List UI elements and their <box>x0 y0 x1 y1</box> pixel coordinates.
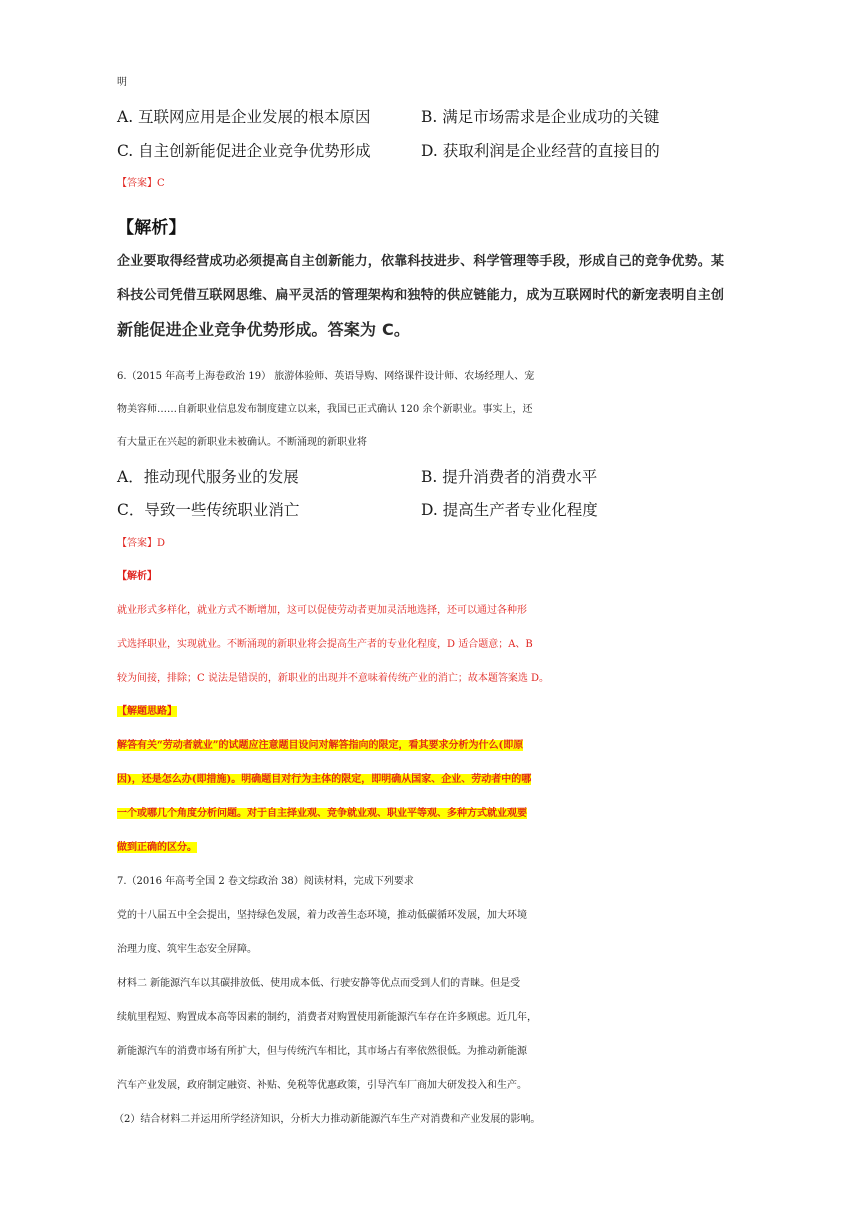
q5-stem-tail: 明 <box>117 77 127 88</box>
q6-tips-row <box>117 838 747 858</box>
q6-stem-line: 有大量正在兴起的新职业未被确认。不断涌现的新职业将 <box>117 437 367 448</box>
q6-tips-heading: 【解题思路】 <box>117 706 177 717</box>
q6-stem-line: 6.（2015 年高考上海卷政治 19） 旅游体验师、英语导购、网络课件设计师、农场经理人、宠 <box>117 371 535 382</box>
q6-option-c: C．导致一些传统职业消亡 <box>117 501 300 519</box>
q6-tips-row <box>117 804 747 824</box>
q6-answer: 【答案】D <box>117 538 166 549</box>
q7-stem: 7.（2016 年高考全国 2 卷文综政治 38）阅读材料，完成下列要求 <box>117 876 414 887</box>
q7-question: （2）结合材料二并运用所学经济知识，分析大力推动新能源汽车生产对消费和产业发展的影响。 <box>114 1114 541 1125</box>
q7-material-line: 汽车产业发展，政府制定融资、补贴、免税等优惠政策，引导汽车厂商加大研发投入和生产。 <box>117 1080 527 1091</box>
q7-paragraph-line: 治理力度、筑牢生态安全屏障。 <box>117 944 257 955</box>
q7-material-line: 新能源汽车的消费市场有所扩大，但与传统汽车相比，其市场占有率依然很低。为推动新能源 <box>117 1046 527 1057</box>
q6-analysis-line: 就业形式多样化，就业方式不断增加，这可以促使劳动者更加灵活地选择，还可以通过各种形 <box>117 605 527 616</box>
q6-tips-line: 解答有关“劳动者就业”的试题应注意题目设问对解答指向的限定，看其要求分析为什么(即原 <box>117 740 524 751</box>
q5-analysis-line: 科技公司凭借互联网思维、扁平灵活的管理架构和独特的供应链能力，成为互联网时代的新宠表明自主创 <box>117 288 725 303</box>
q7-material-line: 材料二 新能源汽车以其碳排放低、使用成本低、行驶安静等优点而受到人们的青睐。但是受 <box>117 978 521 989</box>
q6-analysis-line: 式选择职业，实现就业。不断涌现的新职业将会提高生产者的专业化程度，D 适合题意；A、B <box>117 639 533 650</box>
q5-analysis-line: 企业要取得经营成功必须提高自主创新能力，依靠科技进步、科学管理等手段，形成自己的竞争优势。某 <box>117 254 725 269</box>
q7-material-line: 续航里程短、购置成本高等因素的制约，消费者对购置使用新能源汽车存在许多顾虑。近几年， <box>117 1012 537 1023</box>
q6-tips-row <box>117 770 747 790</box>
q6-tips-row <box>117 736 747 756</box>
q7-paragraph-line: 党的十八届五中全会提出，坚持绿色发展，着力改善生态环境，推动低碳循环发展，加大环境 <box>117 910 527 921</box>
q6-option-d: D. 提高生产者专业化程度 <box>421 501 598 519</box>
q6-tips-line: 一个或哪几个角度分析问题。对于自主择业观、竞争就业观、职业平等观、多种方式就业观要 <box>117 808 527 819</box>
q6-stem-line: 物美容师……自新职业信息发布制度建立以来，我国已正式确认 120 余个新职业。事实上，还 <box>117 404 533 415</box>
q5-option-c: C. 自主创新能促进企业竞争优势形成 <box>117 142 371 160</box>
q6-analysis-heading: 【解析】 <box>117 571 157 582</box>
q6-analysis-line: 较为间接，排除；C 说法是错误的，新职业的出现并不意味着传统产业的消亡；故本题答案选 D。 <box>117 673 550 684</box>
q5-analysis-line: 新能促进企业竞争优势形成。答案为 C。 <box>117 320 411 339</box>
q5-answer: 【答案】C <box>117 178 165 189</box>
q5-analysis-heading: 【解析】 <box>117 218 186 238</box>
q6-option-a: A．推动现代服务业的发展 <box>117 468 299 486</box>
q5-option-b: B. 满足市场需求是企业成功的关键 <box>421 108 660 126</box>
q5-option-d: D. 获取利润是企业经营的直接目的 <box>421 142 660 160</box>
q6-tips-heading-row <box>117 702 747 722</box>
q6-tips-line: 做到正确的区分。 <box>117 842 197 853</box>
q6-tips-line: 因)，还是怎么办(即措施)。明确题目对行为主体的限定，即明确从国家、企业、劳动者中的哪 <box>117 774 532 785</box>
q5-option-a: A. 互联网应用是企业发展的根本原因 <box>117 108 371 126</box>
q6-option-b: B. 提升消费者的消费水平 <box>421 468 598 486</box>
